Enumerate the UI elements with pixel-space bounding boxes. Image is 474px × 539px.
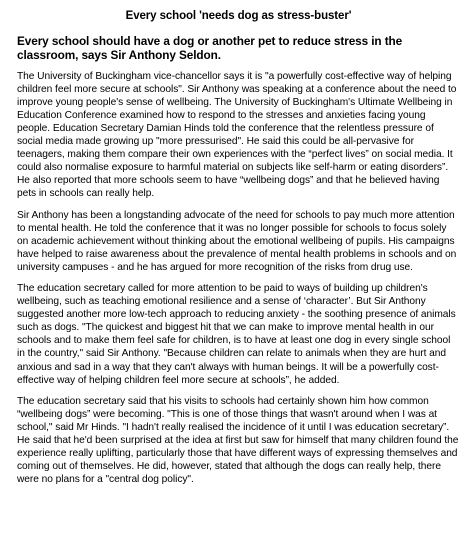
article-paragraph-1: The University of Buckingham vice-chancellor says it is "a powerfully cost-effective way of helping children feel more secure at schools". Sir Anthony was speaking at a conference about the need to improve young people's sense of wellbeing. The University of Buckingham's Ultimate Wellbeing in Education Conference examined how to respond to the stresses and anxieties facing young people. Education Secretary Damian Hinds told the conference that the relentless pressure of social media made growing up "more pressurised". He said this could be all-pervasive for teenagers, making them compare their own experiences with the “perfect lives” on social media. It could also normalise exposure to harmful material on subjects like self-harm or eating disorders”. He also reported that more schools seem to have “wellbeing dogs” and that he believed having pets in schools can really help. (17, 70, 457, 200)
article-title: Every school 'needs dog as stress-buster' (125, 10, 352, 22)
article-paragraph-2: Sir Anthony has been a longstanding advocate of the need for schools to pay much more attention to mental health. He told the conference that it was no longer possible for schools to focus solely on academic achievement without thinking about the emotional wellbeing of pupils. His campaigns have helped to raise awareness about the prevalence of mental health problems in schools and on university campuses - and he has argued for more recognition of the risks from drug use. (17, 209, 457, 273)
article-paragraph-3: The education secretary called for more attention to be paid to ways of building up children's wellbeing, such as teaching emotional resilience and a sense of ‘character’. But Sir Anthony suggested another more low-tech approach to reducing anxiety - the soothing presence of animals such as dogs. "The quickest and biggest hit that we can make to improve mental health in our schools and to make them feel safe for children, is to have at least one dog in every single school in the country," said Sir Anthony. "Because children can relate to animals when they are hurt and anxious and sad in a way that they can't always with human beings. It will be a powerfully cost-effective way of helping children feel more secure at schools”, he added. (17, 283, 456, 386)
article-paragraph-4: The education secretary said that his visits to schools had certainly shown him how common “wellbeing dogs” were becoming. "This is one of those things that wasn't around when I was at school," said Mr Hinds. "I hadn't really realised the incidence of it until I was education secretary”. He said that he'd been surprised at the idea at first but saw for himself that many children found the experience really uplifting, particularly those that have different ways of expressing themselves and coming out of themselves. He did, however, stated that although the dogs can really help, there were no plans for a "central dog policy". (17, 395, 459, 486)
article-subtitle: Every school should have a dog or another pet to reduce stress in the classroom, says Sir Anthony Seldon. (17, 34, 403, 63)
